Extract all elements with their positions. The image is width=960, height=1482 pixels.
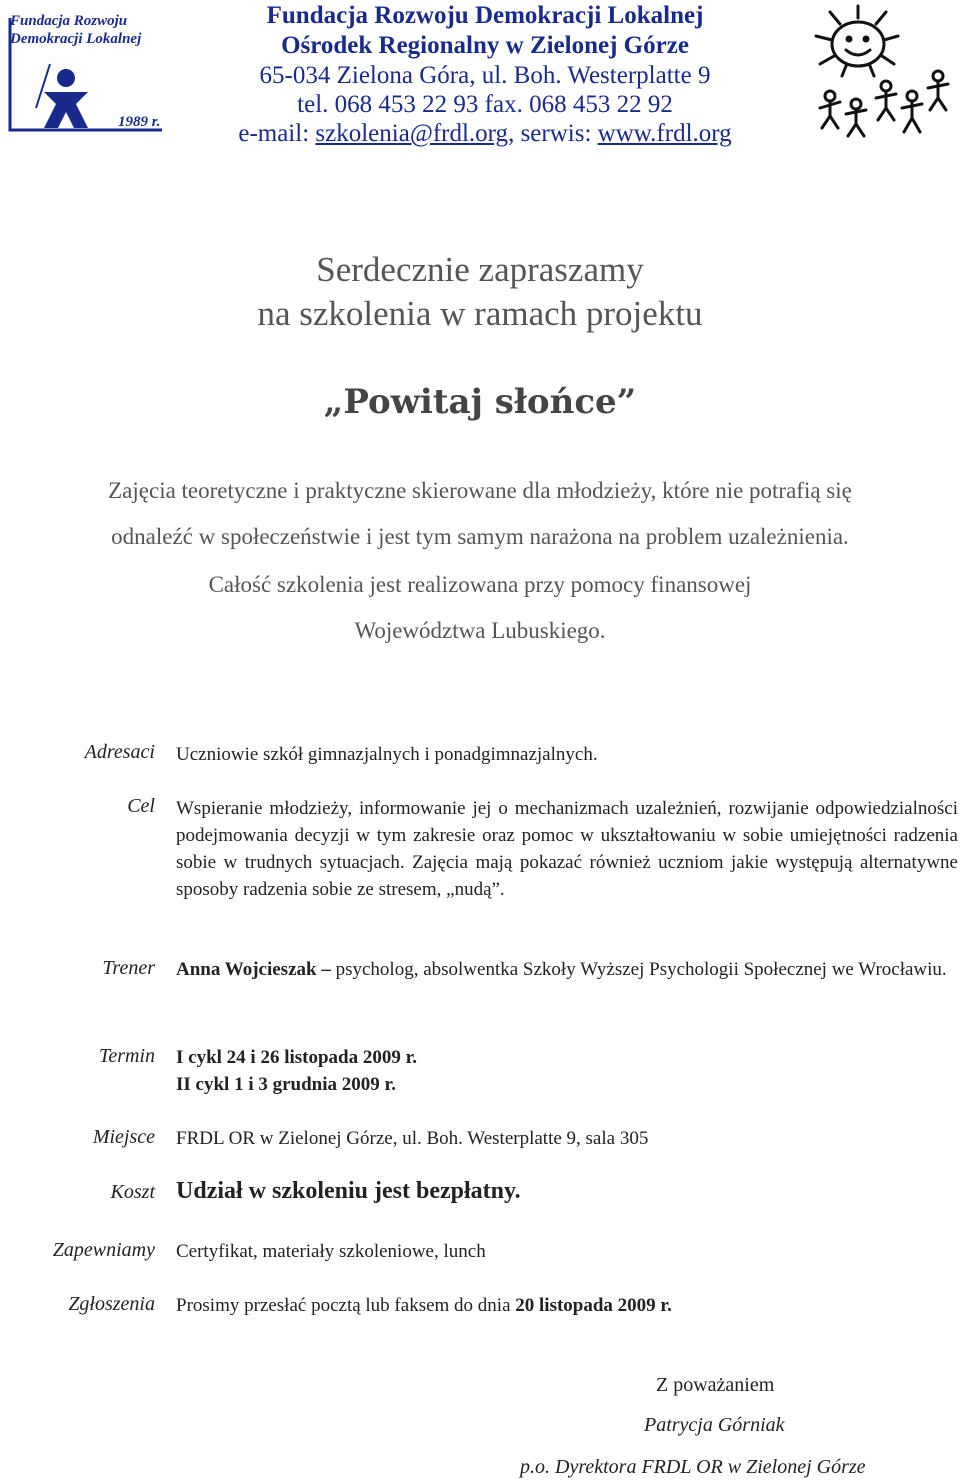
signatory-title: p.o. Dyrektora FRDL OR w Zielonej Górze [520, 1456, 866, 1478]
description-line4: Województwa Lubuskiego. [354, 618, 606, 643]
org-address: 65-034 Zielona Góra, ul. Boh. Westerplatte 9 [259, 62, 711, 89]
miejsce-value: FRDL OR w Zielonej Górze, ul. Boh. Westerplatte 9, sala 305 [176, 1128, 649, 1149]
org-contact [170, 120, 800, 148]
org-phones: tel. 068 453 22 93 fax. 068 453 22 92 [297, 91, 673, 118]
trener-dash: – [316, 959, 336, 980]
logo-name [10, 12, 141, 48]
description-line2: odnaleźć w społeczeństwie i jest tym samym narażona na problem uzależnienia. [111, 524, 849, 549]
logo-line1: Fundacja Rozwoju [10, 13, 128, 29]
trener-value [176, 956, 958, 983]
adresaci-label: Adresaci [84, 741, 155, 763]
logo-line2: Demokracji Lokalnej [10, 31, 142, 47]
org-branch: Ośrodek Regionalny w Zielonej Górze [281, 32, 689, 59]
termin-value [176, 1044, 958, 1098]
zapewniamy-label: Zapewniamy [52, 1239, 155, 1261]
termin-line2: II cykl 1 i 3 grudnia 2009 r. [176, 1074, 396, 1095]
trener-desc: psycholog, absolwentka Szkoły Wyższej Psychologii Społecznej we Wrocławiu. [335, 959, 947, 980]
sun-with-children-icon [808, 4, 958, 154]
invite-line1: Serdecznie zapraszamy [316, 250, 644, 289]
website-link[interactable]: www.frdl.org [597, 120, 732, 147]
logo-year: 1989 r. [118, 114, 161, 130]
zapewniamy-value: Certyfikat, materiały szkoleniowe, lunch [176, 1241, 486, 1262]
zgloszenia-date: 20 listopada 2009 r. [515, 1295, 672, 1316]
termin-line1: I cykl 24 i 26 listopada 2009 r. [176, 1047, 418, 1068]
adresaci-value: Uczniowie szkół gimnazjalnych i ponadgimnazjalnych. [176, 744, 598, 765]
signatory-name: Patrycja Górniak [644, 1414, 785, 1436]
koszt-label: Koszt [110, 1181, 155, 1203]
cel-value: Wspieranie młodzieży, informowanie jej o mechanizmach uzależnień, rozwijanie odpowiedzialności podejmowania decyzji w tym zakresie oraz pomoc w ukształtowaniu w sobie umiejętności radzenia sobie w trudnych sytuacjach. Zajęcia mają pokazać również uczniom jakie występują alternatywne sposoby radzenia sobie ze stresem, „nudą”. [176, 798, 958, 900]
termin-label: Termin [99, 1045, 155, 1067]
miejsce-label: Miejsce [92, 1126, 155, 1148]
zgloszenia-text: Prosimy przesłać pocztą lub faksem do dnia [176, 1295, 516, 1316]
trener-name: Anna Wojcieszak [176, 959, 317, 980]
zgloszenia-label: Zgłoszenia [68, 1293, 155, 1315]
project-title: „Powitaj słońce” [323, 382, 637, 422]
invite-line2: na szkolenia w ramach projektu [257, 294, 703, 333]
service-prefix: , serwis: [508, 120, 598, 147]
koszt-value: Udział w szkoleniu jest bezpłatny. [176, 1178, 521, 1204]
closing: Z poważaniem [656, 1374, 775, 1396]
org-name: Fundacja Rozwoju Demokracji Lokalnej [266, 2, 704, 29]
email-link[interactable]: szkolenia@frdl.org [315, 120, 509, 147]
email-prefix: e-mail: [238, 120, 316, 147]
cel-label: Cel [127, 795, 155, 817]
trener-label: Trener [102, 957, 155, 979]
frdl-logo [6, 8, 166, 134]
zgloszenia-value [176, 1292, 958, 1319]
description-line3: Całość szkolenia jest realizowana przy pomocy finansowej [208, 572, 752, 597]
description-line1: Zajęcia teoretyczne i praktyczne skierowane dla młodzieży, które nie potrafią się [108, 478, 852, 503]
